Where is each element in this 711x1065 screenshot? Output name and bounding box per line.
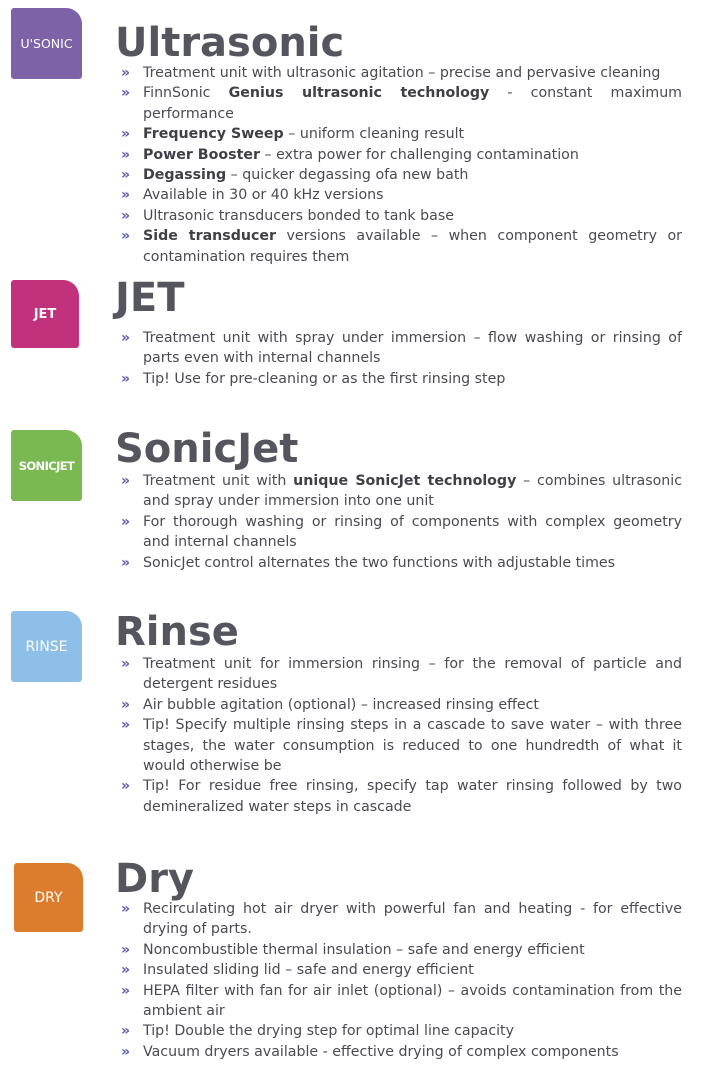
bullet-icon: » <box>121 1023 131 1040</box>
list-item <box>120 124 682 144</box>
dry-badge <box>14 863 83 932</box>
list-item <box>120 981 682 1022</box>
list-item <box>120 1042 682 1062</box>
jet-badge <box>11 280 79 348</box>
list-item <box>120 63 682 83</box>
bullet-icon: » <box>121 778 131 795</box>
item-highlight: Degassing <box>143 167 227 184</box>
bullet-icon: » <box>121 1043 131 1060</box>
list-item <box>120 553 682 573</box>
list-item <box>120 369 682 389</box>
list-item <box>120 226 682 267</box>
feature-list <box>120 899 682 1062</box>
bullet-icon: » <box>121 146 131 163</box>
item-text: Vacuum dryers available - effective drying of complex components <box>143 1043 619 1060</box>
item-text: Tip! Specify multiple rinsing steps in a cascade to save water – with three stages, the water consumption is reduced to one hundredth of what it would otherwise be <box>143 717 682 775</box>
list-item <box>120 1021 682 1041</box>
item-text: Treatment unit with ultrasonic agitation – precise and pervasive cleaning <box>143 65 661 81</box>
item-text: Tip! For residue free rinsing, specify tap water rinsing followed by two demineralized water steps in cascade <box>143 778 682 815</box>
list-item <box>120 328 682 369</box>
list-item <box>120 695 682 715</box>
item-highlight: unique SonicJet technology <box>293 473 517 489</box>
item-text-suffix: versions available – when component geometry or contamination requires them <box>143 228 682 265</box>
list-item <box>120 145 682 165</box>
list-item <box>120 185 682 205</box>
list-item <box>120 165 682 185</box>
ultrasonic-badge <box>11 8 82 79</box>
item-text: Noncombustible thermal insulation – safe and energy efficient <box>143 941 585 958</box>
list-item <box>120 776 682 817</box>
bullet-icon: » <box>121 941 131 958</box>
feature-list <box>120 63 682 267</box>
item-text-suffix: – extra power for challenging contamination <box>259 146 579 163</box>
item-highlight: Power Booster <box>143 146 260 163</box>
bullet-icon: » <box>121 982 131 999</box>
item-text: FinnSonic <box>143 85 229 102</box>
bullet-icon: » <box>121 126 131 143</box>
section-title: SonicJet <box>115 426 299 472</box>
item-text: Treatment unit with spray under immersion – flow washing or rinsing of parts even with internal channels <box>143 330 682 367</box>
list-item <box>120 899 682 940</box>
bullet-icon: » <box>121 554 131 571</box>
bullet-icon: » <box>121 696 131 713</box>
bullet-icon: » <box>121 962 131 979</box>
bullet-icon: » <box>121 901 131 917</box>
bullet-icon: » <box>121 65 131 81</box>
feature-list <box>120 471 682 573</box>
list-item <box>120 206 682 226</box>
item-text: Insulated sliding lid – safe and energy efficient <box>143 962 474 979</box>
bullet-icon: » <box>121 473 131 489</box>
list-item <box>120 715 682 776</box>
section-title: Ultrasonic <box>115 20 345 66</box>
bullet-icon: » <box>121 187 131 204</box>
item-text: SonicJet control alternates the two functions with adjustable times <box>143 554 616 571</box>
section-title: Dry <box>115 856 195 902</box>
list-item <box>120 83 682 124</box>
item-text: Available in 30 or 40 kHz versions <box>143 187 384 204</box>
bullet-icon: » <box>121 717 131 734</box>
badge-label: SONICJET <box>18 458 75 473</box>
item-highlight: Genius ultrasonic technology <box>228 85 490 102</box>
item-text: Treatment unit for immersion rinsing – for the removal of particle and detergent residues <box>143 656 682 693</box>
list-item <box>120 512 682 553</box>
item-text: HEPA filter with fan for air inlet (optional) – avoids contamination from the ambient air <box>143 982 682 1020</box>
list-item <box>120 471 682 512</box>
section-title: JET <box>115 275 185 321</box>
item-text: Recirculating hot air dryer with powerful fan and heating - for effective drying of parts. <box>143 901 682 938</box>
item-text: Treatment unit with <box>143 473 294 489</box>
rinse-badge <box>11 611 82 682</box>
item-text-suffix: – quicker degassing ofa new bath <box>226 167 469 184</box>
bullet-icon: » <box>121 167 131 184</box>
bullet-icon: » <box>121 513 131 530</box>
item-text: Tip! Use for pre-cleaning or as the first rinsing step <box>143 370 506 387</box>
item-highlight: Frequency Sweep <box>143 126 284 143</box>
list-item <box>120 654 682 695</box>
bullet-icon: » <box>121 228 131 245</box>
badge-label: JET <box>33 306 57 322</box>
badge-label: U'SONIC <box>20 36 73 51</box>
badge-label: DRY <box>34 889 63 906</box>
bullet-icon: » <box>121 207 131 224</box>
item-highlight: Side transducer <box>143 228 276 245</box>
item-text: Ultrasonic transducers bonded to tank base <box>143 207 454 224</box>
section-title: Rinse <box>115 609 239 655</box>
badge-label: RINSE <box>25 638 68 655</box>
bullet-icon: » <box>121 370 131 387</box>
item-text: For thorough washing or rinsing of components with complex geometry and internal channels <box>143 513 682 551</box>
bullet-icon: » <box>121 330 131 346</box>
item-text: Air bubble agitation (optional) – increased rinsing effect <box>143 696 539 713</box>
bullet-icon: » <box>121 656 131 672</box>
feature-list <box>120 328 682 389</box>
item-text-suffix: – uniform cleaning result <box>283 126 465 143</box>
item-text-suffix: - constant maximum performance <box>143 85 683 122</box>
sonicjet-badge <box>11 430 82 501</box>
item-text: Tip! Double the drying step for optimal line capacity <box>143 1023 515 1040</box>
item-text-suffix: – combines ultrasonic and spray under immersion into one unit <box>143 473 682 510</box>
list-item <box>120 940 682 960</box>
list-item <box>120 960 682 980</box>
feature-list <box>120 654 682 817</box>
bullet-icon: » <box>121 85 131 102</box>
